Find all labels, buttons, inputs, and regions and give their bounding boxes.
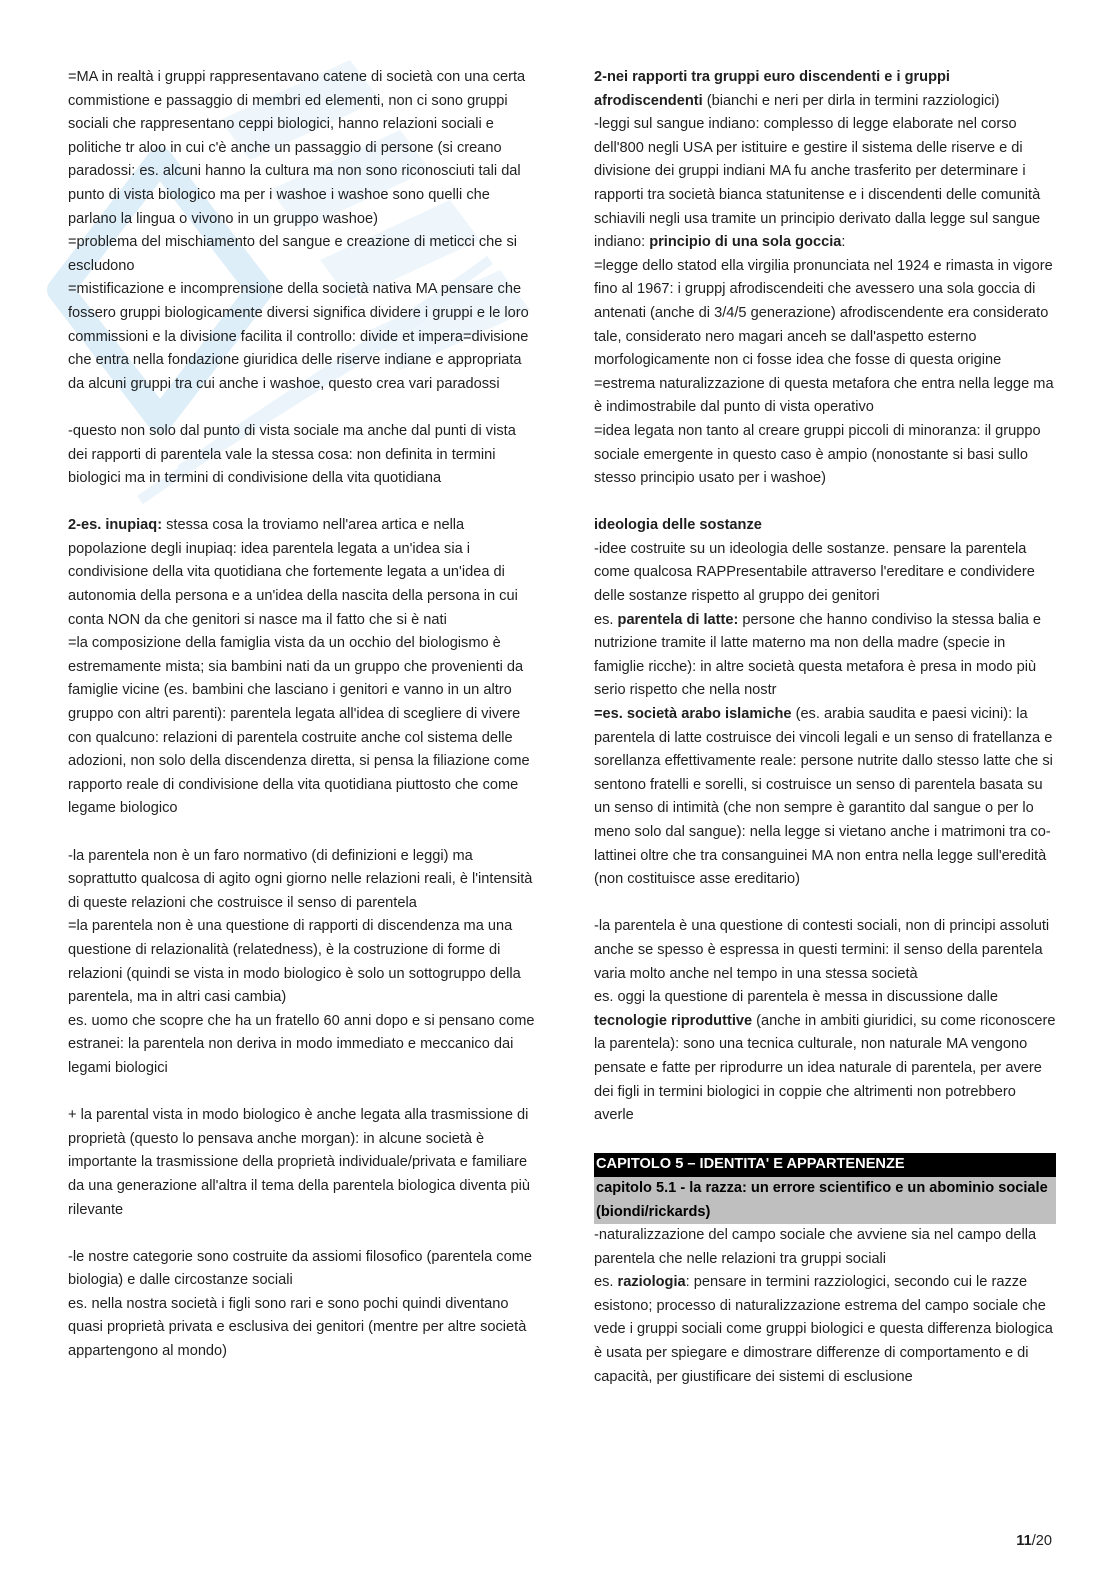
text-run: : =legge dello statod ella virgilia pronunciata nel 1924 e rimasta in vigore fino al 1967: i gruppj afrodiscendeiti che avessero una sola goccia di antenati (anche di 3/4/5 generazione) afrodiscendente era considerato tale, considerato nero magari anceh se dall'aspetto esterno morfologicamente non ci fosse idea che fosse di questa origine =estrema naturalizzazione di questa metafora che entra nella legge ma è indimostrabile dal punto di vista operativo =idea legata non tanto al creare gruppi piccoli di minoranza: il gruppo sociale emergente in questo caso è ampio (nonostante si basi sullo stesso principio usato per i washoe) (594, 234, 1054, 487)
paragraph (594, 915, 1056, 1127)
left-column (68, 66, 538, 1364)
bold-text: ideologia delle sostanze (594, 517, 762, 534)
text-run: -idee costruite su un ideologia delle sostanze. pensare la parentela come qualcosa RAPPresentabile attraverso l'ereditare e condividere delle sostanze rispetto al gruppo dei genitori es. (594, 540, 1035, 628)
text-run: -la parentela è una questione di contesti sociali, non di principi assoluti anche se spesso è espressa in questi termini: il senso della parentela varia molto anche nel tempo in una stessa società es. oggi la questione di parentela è messa in discussione dalle (594, 918, 1050, 1006)
text-run: stessa cosa la troviamo nell'area artica e nella popolazione degli inupiaq: idea parentela legata a un'idea sia i condivisione della vita quotidiana che fortemente legata a un'idea di autonomia della persona e a un'idea della nascita della persona in cui conta NON da che genitori si nasce ma il fatto che si è nati =la composizione della famiglia vista da un occhio del biologismo è estremamente mista; sia bambini nati da un gruppo che provenienti da famiglie vicine (es. bambini che lasciano i genitori e vanno in un altro gruppo con altri parenti): parentela legata all'idea di scegliere di vivere con qualcuno: relazioni di parentela costruite anche col sistema delle adozioni, non solo della discendenza diretta, si pensa la filiazione come rapporto reale di condivisione della vita quotidiana piuttosto che come legame biologico (68, 517, 530, 817)
chapter-heading: CAPITOLO 5 – IDENTITA' E APPARTENENZE (594, 1153, 1056, 1177)
bold-text: parentela di latte: (617, 611, 739, 628)
paragraph-spacer (68, 1222, 538, 1246)
paragraph (68, 420, 538, 491)
paragraph-spacer (594, 491, 1056, 515)
paragraph-spacer (68, 821, 538, 845)
text-run: persone che hanno condiviso la stessa balia e nutrizione tramite il latte materno ma non della madre (specie in famiglie ricche): in altre società questa metafora è presa in modo più serio rispetto che nella nostr (594, 611, 1041, 699)
section-heading: capitolo 5.1 - la razza: un errore scientifico e un abominio sociale (biondi/rickards) (594, 1177, 1056, 1224)
text-run: -questo non solo dal punto di vista sociale ma anche dal punti di vista dei rapporti di parentela vale la stessa cosa: non definita in termini biologici ma in termini di condivisione della vita quotidiana (68, 422, 516, 487)
paragraph (68, 1246, 538, 1364)
paragraph-spacer (68, 396, 538, 420)
text-run: (anche in ambiti giuridici, su come riconoscere la parentela): sono una tecnica culturale, non naturale MA vengono pensate e fatte per riprodurre un idea naturale di parentela, per avere dei figli in termini biologici in coppie che altrimenti non potrebbero averle (594, 1012, 1056, 1124)
bold-text: tecnologie riproduttive (594, 1012, 753, 1029)
paragraph (68, 1104, 538, 1222)
page-number-total: /20 (1031, 1533, 1052, 1549)
text-run: (bianchi e neri per dirla in termini razziologici) -leggi sul sangue indiano: complesso di legge elaborate nel corso dell'800 negli USA per istituire e gestire il sistema delle riserve e di divisione dei gruppi indiani MA fu anche trasferito per determinare i rapporti tra società bianca statunitense e i discendenti delle comunità schiavili negli usa tramite un principio derivato dalla legge sul sangue indiano: (594, 92, 1041, 251)
bold-text: principio di una sola goccia (649, 234, 842, 251)
text-run: -le nostre categorie sono costruite da assiomi filosofico (parentela come biologia) e dalle circostanze sociali es. nella nostra società i figli sono rari e sono pochi quindi diventano quasi proprietà privata e esclusiva dei genitori (mentre per altre società appartengono al mondo) (68, 1248, 532, 1360)
paragraph (594, 1224, 1056, 1389)
bold-text: raziologia (617, 1274, 686, 1291)
page-number-current: 11 (1016, 1533, 1032, 1549)
text-run: (es. arabia saudita e paesi vicini): la parentela di latte costruisce dei vincoli legali e un senso di fratellanza e sorellanza effettivamente reale: persone nutrite dallo stesso latte che si sentono fratelli e sorelli, si costruisce un senso di parentela basata su un senso di intimità (che non sempre è garantito dal sangue o per lo meno solo dal sangue): nella legge si vietano anche i matrimoni tra co-lattinei oltre che tra consanguinei MA non entra nella legge sull'eredità (non costituisce asse ereditario) (594, 706, 1053, 888)
text-run: : pensare in termini razziologici, secondo cui le razze esistono; processo di naturalizzazione estrema del campo sociale che vede i gruppi sociali come gruppi biologici e questa differenza biologica è usata per spiegare e dimostrare differenze di comportamento e di capacità, per giustificare dei sistemi di esclusione (594, 1274, 1053, 1385)
paragraph (594, 66, 1056, 491)
paragraph (68, 66, 538, 396)
page-number (1016, 1533, 1052, 1549)
text-run: + la parental vista in modo biologico è anche legata alla trasmissione di proprietà (questo lo pensava anche morgan): in alcune società è importante la trasmissione della proprietà individuale/privata e familiare da una generazione all'altra il tema della parentela biologica diventa più rilevante (68, 1107, 530, 1218)
text-run: =MA in realtà i gruppi rappresentavano catene di società con una certa commistione e passaggio di membri ed elementi, non ci sono gruppi sociali che rappresentano ceppi biologici, hanno relazioni sociali e politiche tr aloo in cui c'è anche un passaggio di persone (si creano paradossi: es. alcuni hanno la cultura ma non sono riconosciuti tali dal punto di vista biologico ma per i washoe i washoe sono quelli che parlano la lingua o vivono in un gruppo washoe) =problema del mischiamento del sangue e creazione di meticci che si escludono =mistificazione e incomprensione della società nativa MA pensare che fossero gruppi biologicamente diversi significa dividere i gruppi e le loro commissioni e la divisione facilita il controllo: divide et impera=divisione che entra nella fondazione giuridica delle riserve indiane e appropriata da alcuni gruppi tra cui anche i washoe, questo crea vari paradossi (68, 69, 529, 392)
paragraph-spacer (68, 1081, 538, 1105)
paragraph-spacer (594, 1128, 1056, 1152)
paragraph-spacer (594, 892, 1056, 916)
text-run: -naturalizzazione del campo sociale che avviene sia nel campo della parentela che nelle relazioni tra gruppi sociali es. (594, 1227, 1037, 1291)
bold-text: 2-es. inupiaq: (68, 517, 163, 534)
right-column (594, 66, 1056, 1389)
paragraph (68, 845, 538, 1081)
bold-text: =es. società arabo islamiche (594, 706, 792, 723)
paragraph (594, 514, 1056, 892)
paragraph (68, 514, 538, 821)
bold-text: 2-nei rapporti tra gruppi euro discendenti e i gruppi afrodiscendenti (594, 69, 950, 109)
text-run: -la parentela non è un faro normativo (di definizioni e leggi) ma soprattutto qualcosa di agito ogni giorno nelle relazioni reali, è l'intensità di queste relazioni che costruisce il senso di parentela =la parentela non è una questione di rapporti di discendenza ma una questione di relazionalità (relatedness), è la costruzione di forme di relazioni (quindi se vista in modo biologico è solo un sottogruppo della parentela, ma in altri casi cambia) es. uomo che scopre che ha un fratello 60 anni dopo e si pensano come estranei: la parentela non deriva in modo immediato e meccanico dai legami biologici (68, 847, 535, 1076)
paragraph-spacer (68, 491, 538, 515)
